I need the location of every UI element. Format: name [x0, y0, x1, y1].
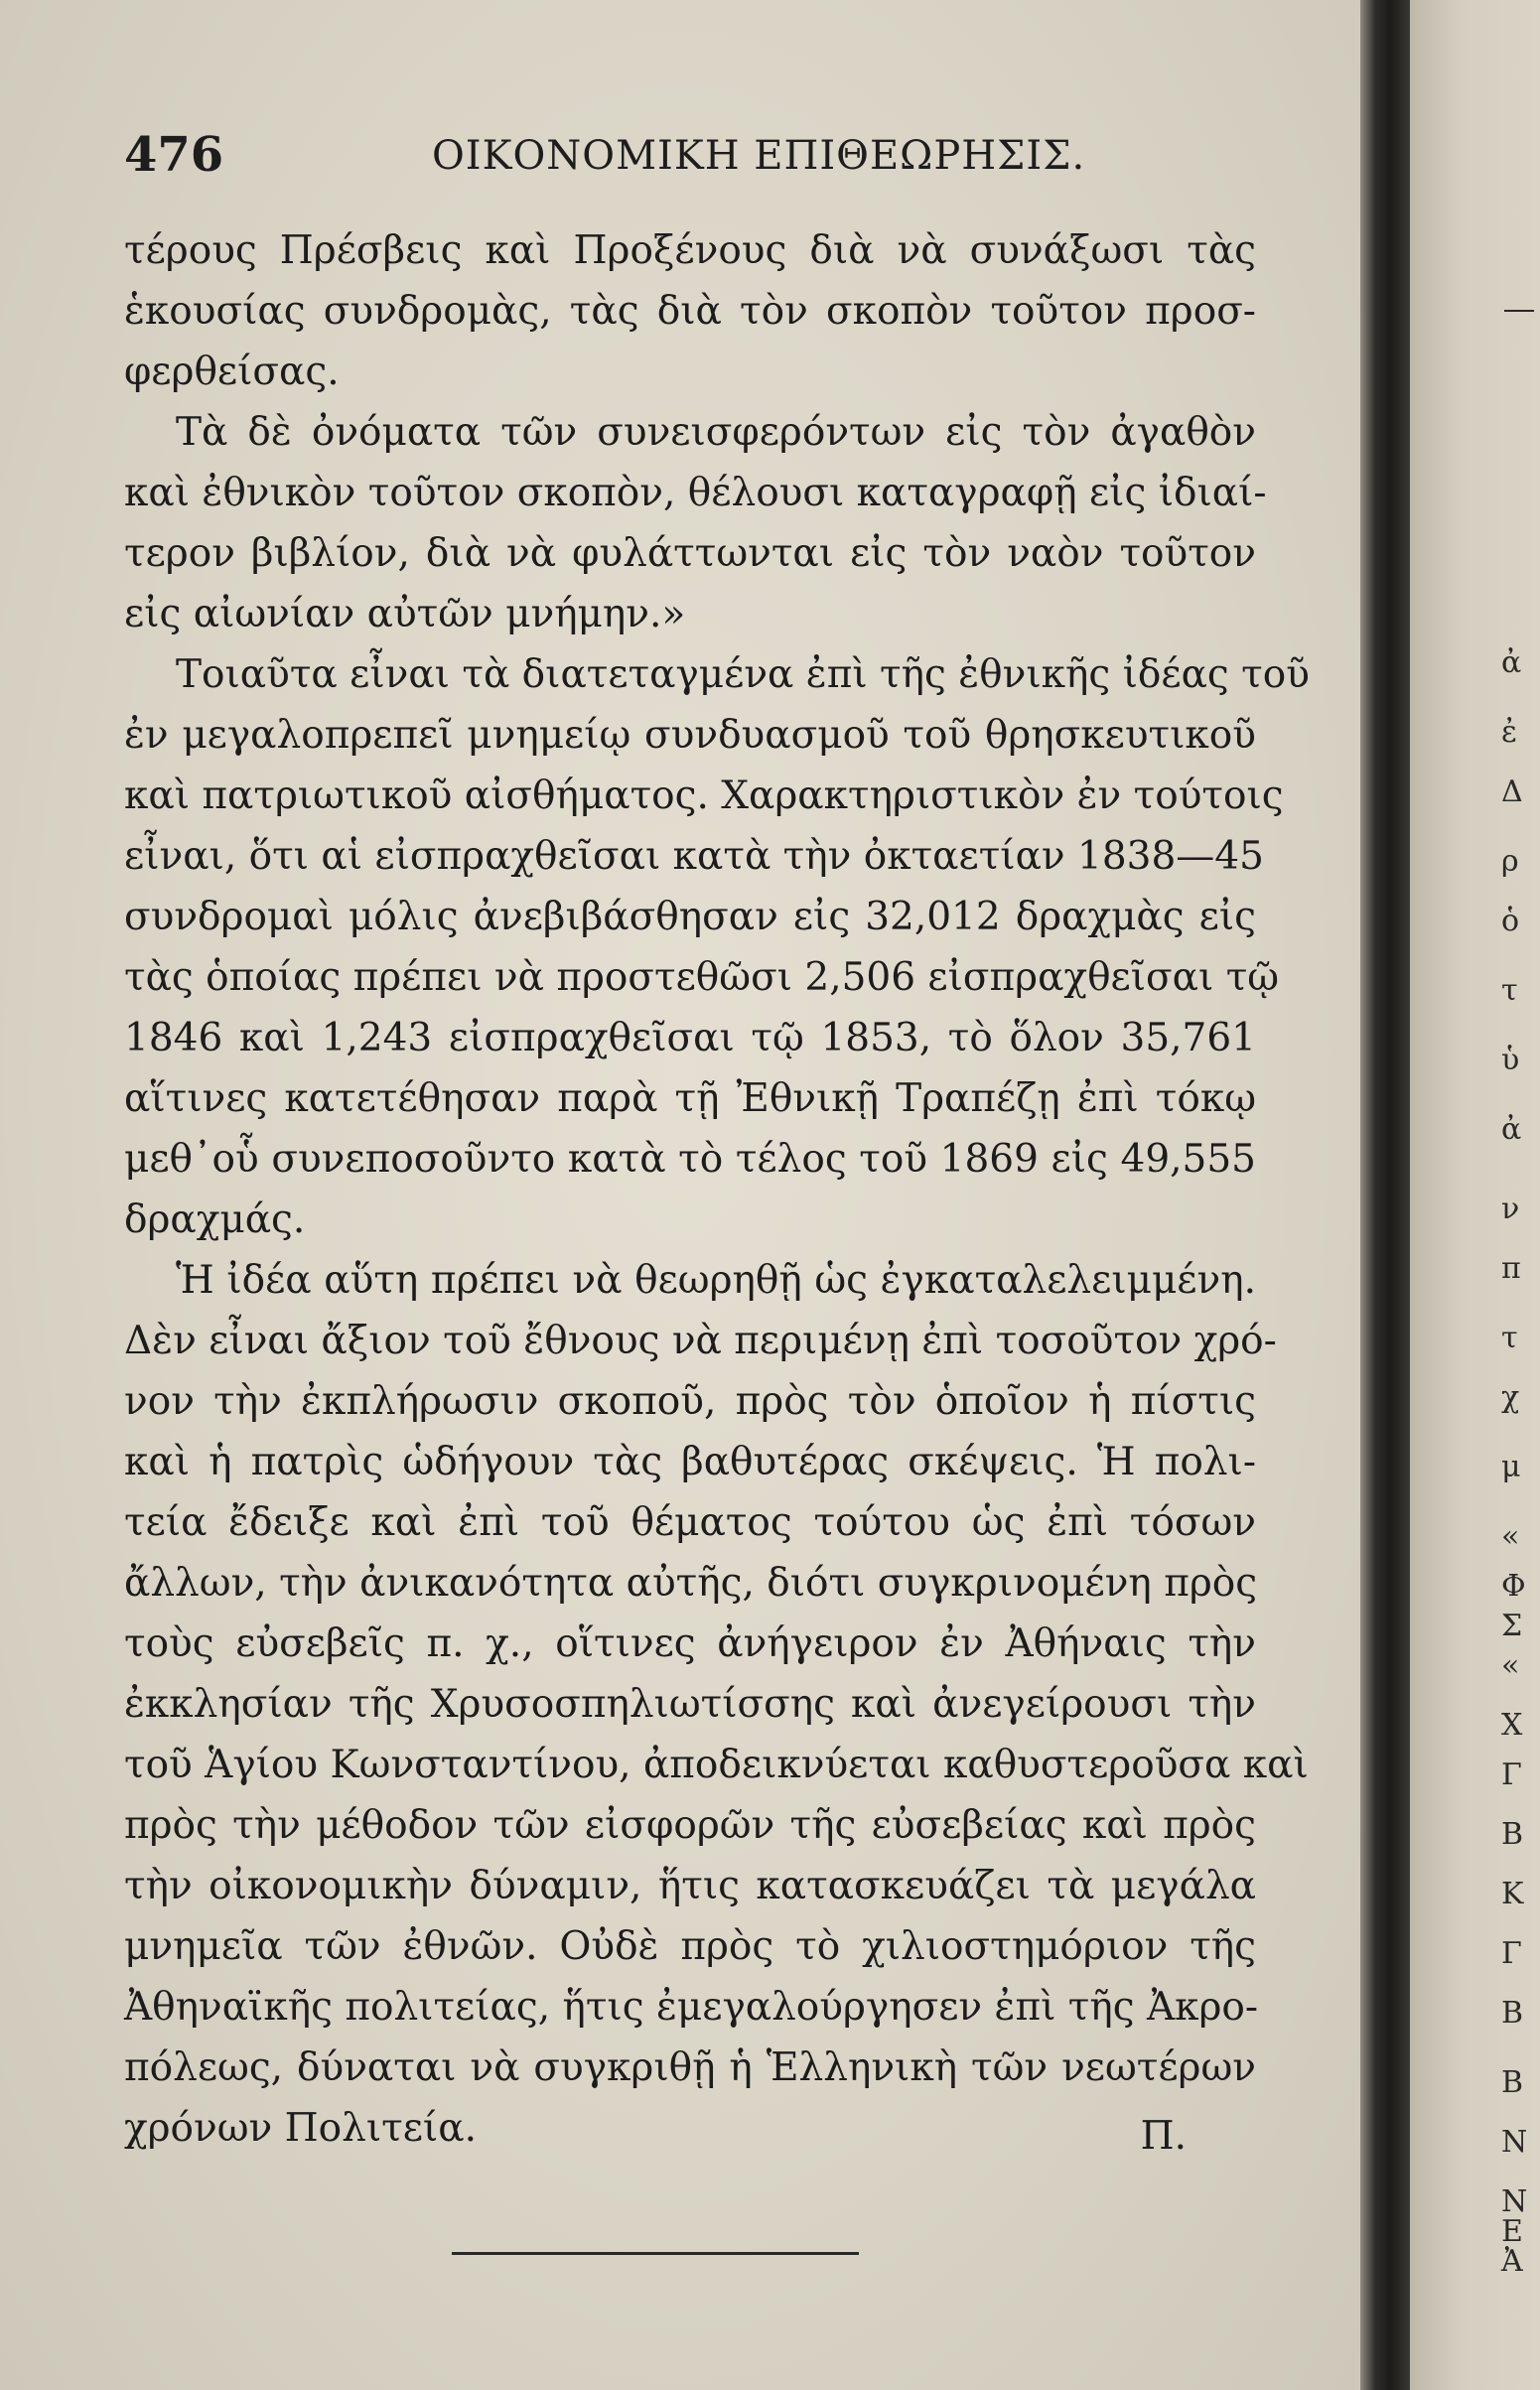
margin-letter: ὑ	[1501, 1043, 1520, 1077]
text-line: εἰς αἰωνίαν αὐτῶν μνήμην.»	[124, 592, 686, 636]
margin-letter: Γ	[1501, 1757, 1522, 1792]
section-rule	[452, 2252, 859, 2255]
margin-letter: Ἀ	[1501, 2244, 1523, 2279]
text-line: φερθείσας.	[124, 350, 340, 394]
text-line: τεία ἔδειξε καὶ ἐπὶ τοῦ θέματος τούτου ὡς ἐπὶ τόσων	[124, 1500, 1256, 1545]
text-line: νον τὴν ἐκπλήρωσιν σκοποῦ, πρὸς τὸν ὁποῖον ἡ πίστις	[124, 1379, 1256, 1424]
margin-letter: Β	[1501, 1996, 1524, 2031]
text-line: τοὺς εὐσεβεῖς π. χ., οἵτινες ἀνήγειρον ἐν Ἀθήναις τὴν	[124, 1621, 1256, 1666]
margin-letter: ὁ	[1501, 904, 1520, 938]
author-initial: Π.	[1140, 2114, 1187, 2159]
text-line: τέρους Πρέσβεις καὶ Προξένους διὰ νὰ συνάξωσι τὰς	[124, 228, 1256, 273]
text-line: Δὲν εἶναι ἄξιον τοῦ ἔθνους νὰ περιμένῃ ἐπὶ τοσοῦτον χρό-	[124, 1319, 1277, 1363]
margin-letter: Ε	[1501, 2214, 1523, 2249]
margin-letter: Δ	[1501, 774, 1523, 809]
text-line: ἄλλων, τὴν ἀνικανότητα αὐτῆς, διότι συγκρινομένη πρὸς	[124, 1561, 1258, 1606]
margin-letter: τ	[1501, 973, 1518, 1008]
text-line: τὰς ὁποίας πρέπει νὰ προστεθῶσι 2,506 εἰσπραχθεῖσαι τῷ	[124, 955, 1280, 1000]
text-line: ἐκκλησίαν τῆς Χρυσοσπηλιωτίσσης καὶ ἀνεγείρουσι τὴν	[124, 1682, 1256, 1727]
margin-letter: Κ	[1501, 1877, 1524, 1911]
page-header	[124, 127, 1256, 197]
text-line: τὴν οἰκονομικὴν δύναμιν, ἥτις κατασκευάζει τὰ μεγάλα	[124, 1864, 1256, 1908]
margin-letter: ν	[1501, 1192, 1520, 1226]
margin-dash	[1504, 310, 1534, 312]
text-line: 1846 καὶ 1,243 εἰσπραχθεῖσαι τῷ 1853, τὸ ὅλον 35,761	[124, 1016, 1256, 1060]
paragraph-start-line: Τοιαῦτα εἶναι τὰ διατεταγμένα ἐπὶ τῆς ἐθνικῆς ἰδέας τοῦ	[176, 652, 1310, 697]
text-line: καὶ πατριωτικοῦ αἰσθήματος. Χαρακτηριστικὸν ἐν τούτοις	[124, 773, 1284, 818]
text-line: εἶναι, ὅτι αἱ εἰσπραχθεῖσαι κατὰ τὴν ὀκταετίαν 1838—45	[124, 834, 1264, 879]
margin-letter: Ν	[1501, 2125, 1528, 2160]
closing-line	[124, 2098, 1256, 2159]
margin-letter: τ	[1501, 1321, 1518, 1355]
margin-letter: μ	[1501, 1450, 1521, 1484]
text-line: πρὸς τὴν μέθοδον τῶν εἰσφορῶν τῆς εὐσεβείας καὶ πρὸς	[124, 1803, 1256, 1848]
margin-letter: ρ	[1501, 844, 1519, 879]
text-line: καὶ ἡ πατρὶς ὡδήγουν τὰς βαθυτέρας σκέψεις. Ἡ πολι-	[124, 1440, 1256, 1484]
text-line: αἵτινες κατετέθησαν παρὰ τῇ Ἐθνικῇ Τραπέζῃ ἐπὶ τόκῳ	[124, 1076, 1256, 1121]
margin-letter: Σ	[1501, 1609, 1523, 1643]
margin-letter: Β	[1501, 1817, 1524, 1852]
margin-letter: Β	[1501, 2065, 1524, 2100]
text-line: τερον βιβλίον, διὰ νὰ φυλάττωνται εἰς τὸν ναὸν τοῦτον	[124, 531, 1256, 576]
margin-letter: Χ	[1501, 1708, 1523, 1743]
text-line: ἑκουσίας συνδρομὰς, τὰς διὰ τὸν σκοπὸν τοῦτον προσ-	[124, 289, 1256, 334]
margin-letter: Γ	[1501, 1936, 1522, 1971]
paragraph-start-line: Ἡ ἰδέα αὕτη πρέπει νὰ θεωρηθῇ ὡς ἐγκαταλελειμμένη.	[176, 1258, 1256, 1303]
book-gutter	[1360, 0, 1410, 2390]
adjacent-page-edge	[1410, 0, 1540, 2390]
text-line: καὶ ἐθνικὸν τοῦτον σκοπὸν, θέλουσι καταγραφῇ εἰς ἰδιαί-	[124, 471, 1267, 515]
margin-letter: ἀ	[1501, 645, 1522, 680]
page-number: 476	[124, 127, 224, 183]
running-title: ΟΙΚΟΝΟΜΙΚΗ ΕΠΙΘΕΩΡΗΣΙΣ.	[432, 133, 1086, 179]
last-text-line: χρόνων Πολιτεία.	[124, 2106, 477, 2151]
margin-letter: «	[1501, 1648, 1520, 1683]
margin-letter: Ν	[1501, 2184, 1528, 2219]
margin-letter: «	[1501, 1519, 1520, 1554]
text-line: μνημεῖα τῶν ἐθνῶν. Οὐδὲ πρὸς τὸ χιλιοστημόριον τῆς	[124, 1924, 1256, 1969]
margin-letter: χ	[1501, 1380, 1520, 1415]
text-line: Ἀθηναϊκῆς πολιτείας, ἥτις ἐμεγαλούργησεν ἐπὶ τῆς Ἀκρο-	[124, 1985, 1259, 2030]
paragraph-start-line: Τὰ δὲ ὀνόματα τῶν συνεισφερόντων εἰς τὸν ἀγαθὸν	[176, 410, 1256, 455]
text-line: συνδρομαὶ μόλις ἀνεβιβάσθησαν εἰς 32,012 δραχμὰς εἰς	[124, 895, 1256, 939]
margin-letter: ἐ	[1501, 715, 1518, 750]
margin-letter: ἀ	[1501, 1112, 1522, 1147]
page-body	[124, 220, 1310, 2159]
text-line: πόλεως, δύναται νὰ συγκριθῇ ἡ Ἑλληνικὴ τῶν νεωτέρων	[124, 2045, 1256, 2090]
text-line: δραχμάς.	[124, 1197, 306, 1242]
text-line: ἐν μεγαλοπρεπεῖ μνημείῳ συνδυασμοῦ τοῦ θρησκευτικοῦ	[124, 713, 1256, 758]
text-line: μεθ᾽οὗ συνεποσοῦντο κατὰ τὸ τέλος τοῦ 1869 εἰς 49,555	[124, 1137, 1256, 1182]
margin-letter: Φ	[1501, 1569, 1526, 1604]
text-line: τοῦ Ἁγίου Κωνσταντίνου, ἀποδεικνύεται καθυστεροῦσα καὶ	[124, 1743, 1309, 1787]
margin-letter: π	[1501, 1251, 1521, 1286]
